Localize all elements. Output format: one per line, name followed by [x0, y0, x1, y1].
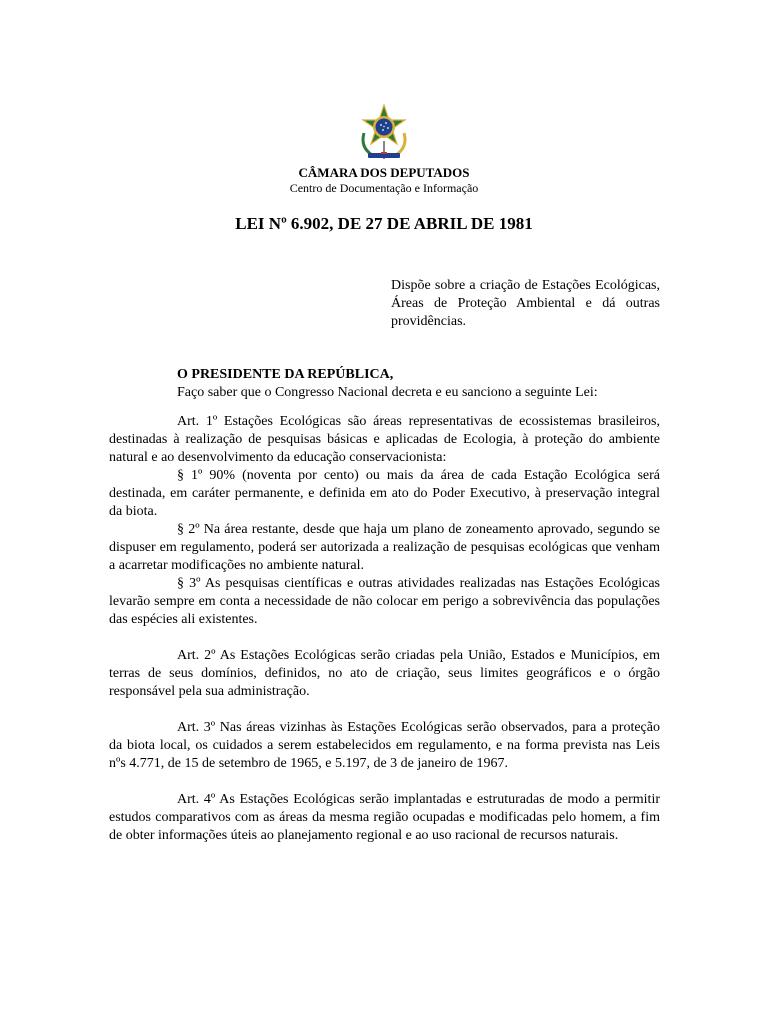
law-title: LEI Nº 6.902, DE 27 DE ABRIL DE 1981: [235, 214, 533, 233]
article-3: Art. 3º Nas áreas vizinhas às Estações Ecológicas serão observados, para a proteção da biota local, os cuidados a serem estabelecidos em regulamento, e na forma prevista nas Leis nºs 4.771, de 15 de setembro de 1965, e 5.197, de 3 de janeiro de 1967.: [109, 720, 660, 771]
institution-name: CÂMARA DOS DEPUTADOS: [298, 165, 470, 180]
law-ementa: Dispõe sobre a criação de Estações Ecológicas, Áreas de Proteção Ambiental e dá outras providências.: [391, 278, 660, 329]
article-2: Art. 2º As Estações Ecológicas serão criadas pela União, Estados e Municípios, em terras de seus domínios, definidos, no ato de criação, seus limites geográficos e o órgão responsável pela sua administração.: [109, 648, 660, 699]
article-4: Art. 4º As Estações Ecológicas serão implantadas e estruturadas de modo a permitir estudos comparativos com as áreas da mesma região ocupadas e modificadas pelo homem, a fim de obter informações úteis ao planejamento regional e ao uso racional de recursos naturais.: [109, 792, 660, 843]
preamble-president: O PRESIDENTE DA REPÚBLICA,: [177, 367, 394, 382]
brazil-coat-of-arms-icon: [358, 103, 410, 161]
preamble-enactment: Faço saber que o Congresso Nacional decreta e eu sanciono a seguinte Lei:: [177, 385, 598, 400]
article-1-paragraph-1: § 1º 90% (noventa por cento) ou mais da área de cada Estação Ecológica será destinada, em caráter permanente, e definida em ato do Poder Executivo, à preservação integral da biota.: [109, 468, 660, 519]
article-1: Art. 1º Estações Ecológicas são áreas representativas de ecossistemas brasileiros, destinadas à realização de pesquisas básicas e aplicadas de Ecologia, à proteção do ambiente natural e ao desenvolvimento da educação conservacionista:: [109, 414, 660, 465]
department-name: Centro de Documentação e Informação: [289, 181, 479, 195]
article-1-paragraph-2: § 2º Na área restante, desde que haja um plano de zoneamento aprovado, segundo se dispuser em regulamento, poderá ser autorizada a realização de pesquisas ecológicas que venham a acarretar modificações no ambiente natural.: [109, 522, 660, 573]
law-body: [109, 413, 660, 845]
article-1-paragraph-3: § 3º As pesquisas científicas e outras atividades realizadas nas Estações Ecológicas levarão sempre em conta a necessidade de não colocar em perigo a sobrevivência das populações das espécies ali existentes.: [109, 576, 660, 627]
